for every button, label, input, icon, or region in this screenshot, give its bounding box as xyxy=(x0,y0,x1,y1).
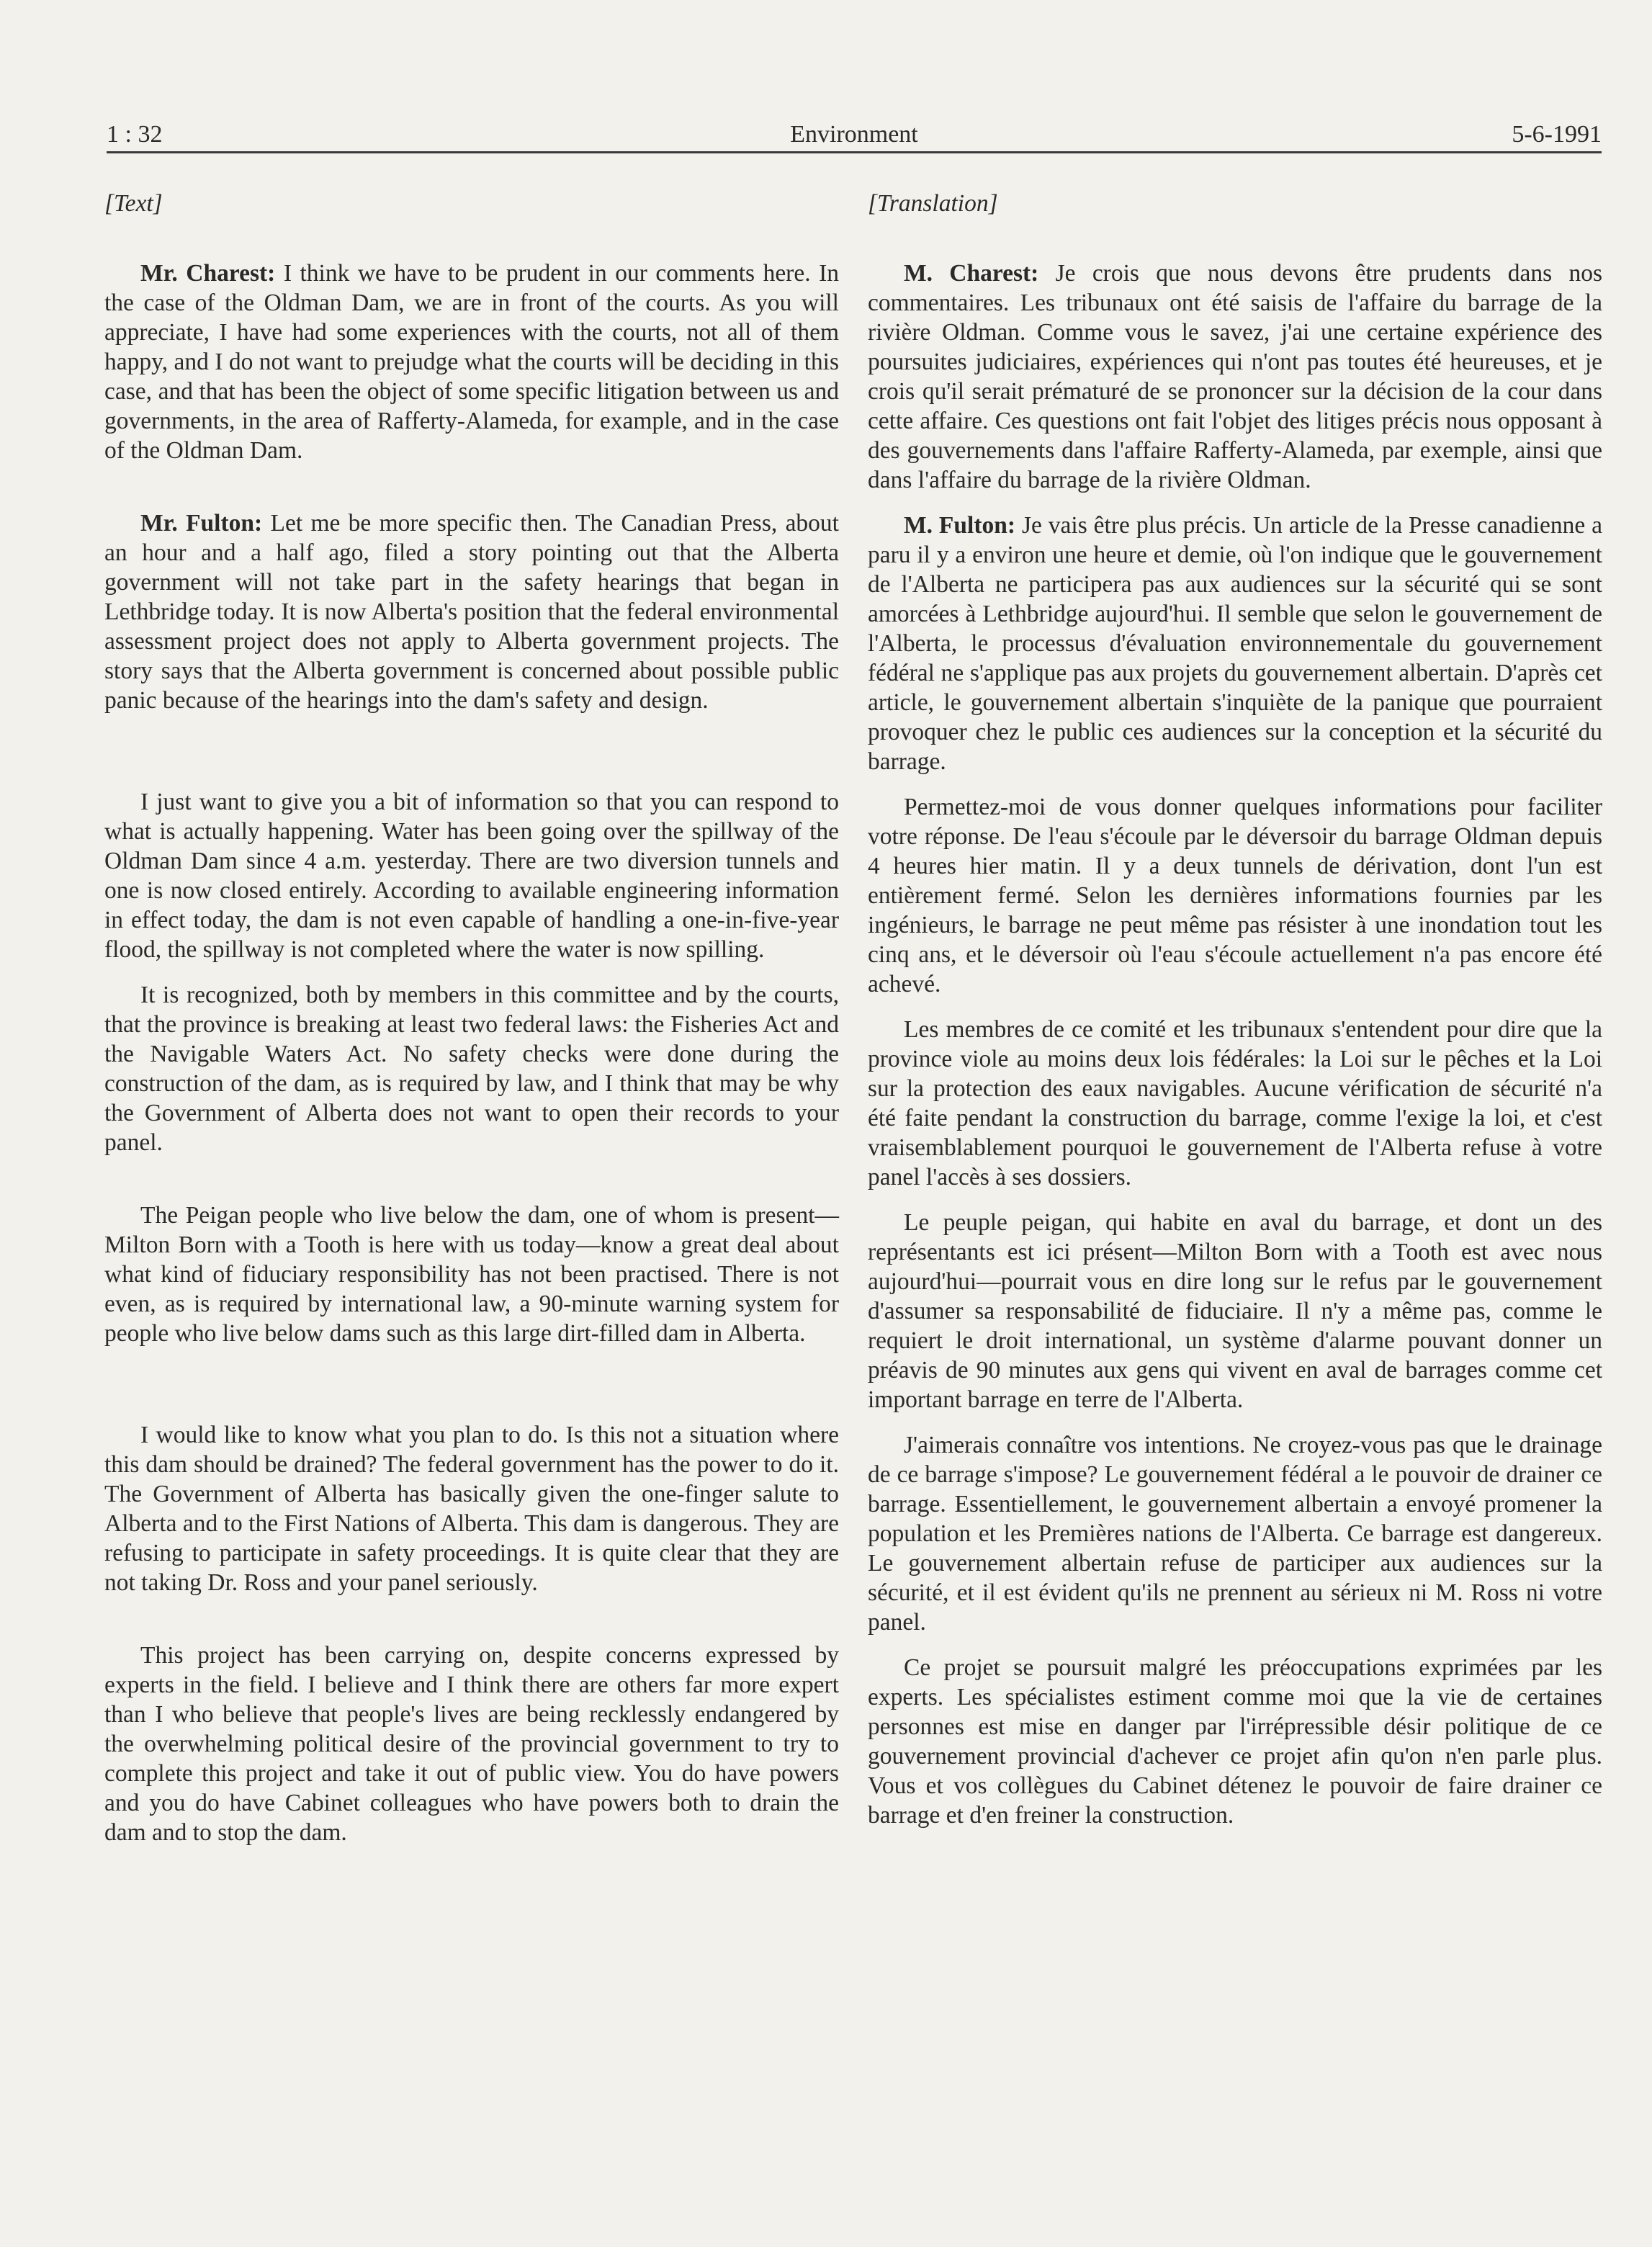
paragraph-text: Ce projet se poursuit malgré les préoccupations exprimées par les experts. Les spécialistes estiment comme moi que la vie de certaines personnes est mise en danger par l'irrépressible désir politique de ce gouvernement provincial d'achever ce projet afin qu'on n'en parle plus. Vous et vos collègues du Cabinet détenez le pouvoir de faire drainer ce barrage et d'en freiner la construction. xyxy=(868,1654,1602,1829)
paragraph xyxy=(104,787,839,964)
french-column xyxy=(868,189,1602,1863)
paragraph-text: This project has been carrying on, despite concerns expressed by experts in the field. I believe and I think there are others far more expert than I who believe that people's lives are being recklessly endangered by the overwhelming political desire of the provincial government to try to complete this project and take it out of public view. You do have powers and you do have Cabinet colleagues who have powers both to drain the dam and to stop the dam. xyxy=(104,1642,839,1846)
paragraph-text: Permettez-moi de vous donner quelques informations pour faciliter votre réponse. De l'eau s'écoule par le déversoir du barrage Oldman depuis 4 heures hier matin. Il y a deux tunnels de dérivation, dont l'un est entièrement fermé. Selon les dernières informations fournies par les ingénieurs, le barrage ne peut même pas résister à une inondation tout les cinq ans, et le déversoir où l'eau s'écoule actuellement n'a pas encore été achevé. xyxy=(868,794,1602,997)
paragraph-text: It is recognized, both by members in this committee and by the courts, that the province is breaking at least two federal laws: the Fisheries Act and the Navigable Waters Act. No safety checks were done during the construction of the dam, as is required by law, and I think that may be why the Government of Alberta does not want to open their records to your panel. xyxy=(104,982,839,1156)
paragraph-text: Le peuple peigan, qui habite en aval du barrage, et dont un des représentants est ici présent—Milton Born with a Tooth est avec nous aujourd'hui—pourrait vous en dire long sur le refus par le gouvernement d'assumer sa responsabilité de fiduciaire. Il n'y a même pas, comme le requiert le droit international, un système d'alarme pouvant donner un préavis de 90 minutes aux gens qui vivent en aval de barrages comme cet important barrage en terre de l'Alberta. xyxy=(868,1209,1602,1413)
speaker-name: Mr. Fulton: xyxy=(140,510,263,537)
paragraph-text: The Peigan people who live below the dam, one of whom is present—Milton Born with a Tooth is here with us today—know a great deal about what kind of fiduciary responsibility has not been practised. There is not even, as is required by international law, a 90-minute warning system for people who live below dams such as this large dirt-filled dam in Alberta. xyxy=(104,1202,839,1347)
paragraph-text: J'aimerais connaître vos intentions. Ne croyez-vous pas que le drainage de ce barrage s'impose? Le gouvernement fédéral a le pouvoir de drainer ce barrage. Essentiellement, le gouvernement albertain a envoyé promener la population et les Premières nations de l'Alberta. Ce barrage est dangereux. Le gouvernement albertain refuse de participer aux audiences sur la sécurité, et il est évident qu'ils ne prennent au sérieux ni M. Ross ni votre panel. xyxy=(868,1432,1602,1636)
paragraph xyxy=(868,1015,1602,1192)
running-title: Environment xyxy=(790,121,918,148)
paragraph-text: Les membres de ce comité et les tribunaux s'entendent pour dire que la province viole au moins deux lois fédérales: la Loi sur le pêches et la Loi sur la protection des eaux navigables. Aucune vérification de sécurité n'a été faite pendant la construction du barrage, comme l'exige la loi, et c'est vraisemblablement pourquoi le gouvernement de l'Alberta refuse à votre panel l'accès à ses dossiers. xyxy=(868,1016,1602,1190)
paragraph-text: Je vais être plus précis. Un article de la Presse canadienne a paru il y a environ une heure et demie, où l'on indique que le gouvernement de l'Alberta ne participera pas aux audiences sur la sécurité qui se sont amorcées à Lethbridge aujourd'hui. Il semble que selon le gouvernement de l'Alberta, le processus d'évaluation environnementale du gouvernement fédéral ne s'applique pas aux projets du gouvernement albertain. D'après cet article, le gouvernement albertain s'inquiète de la panique que pourraient provoquer chez le public ces audiences sur la conception et la sécurité du barrage. xyxy=(868,512,1602,775)
paragraph xyxy=(868,1430,1602,1637)
paragraph xyxy=(104,1641,839,1847)
page-number: 1 : 32 xyxy=(107,121,163,148)
two-column-body xyxy=(104,189,1602,1863)
paragraph-text: I just want to give you a bit of information so that you can respond to what is actually happening. Water has been going over the spillway of the Oldman Dam since 4 a.m. yesterday. There are two diversion tunnels and one is now closed entirely. According to available engineering information in effect today, the dam is not even capable of handling a one-in-five-year flood, the spillway is not completed where the water is now spilling. xyxy=(104,789,839,963)
paragraph xyxy=(868,1208,1602,1414)
page-date: 5-6-1991 xyxy=(1512,121,1602,148)
paragraph-text: Let me be more specific then. The Canadian Press, about an hour and a half ago, filed a story pointing out that the Alberta government will not take part in the safety hearings that began in Lethbridge today. It is now Alberta's position that the federal environmental assessment project does not apply to Alberta government projects. The story says that the Alberta government is concerned about possible public panic because of the hearings into the dam's safety and design. xyxy=(104,510,839,714)
paragraph-text: I would like to know what you plan to do. Is this not a situation where this dam should be drained? The federal government has the power to do it. The Government of Alberta has basically given the one-finger salute to Alberta and to the First Nations of Alberta. This dam is dangerous. They are refusing to participate in safety proceedings. It is quite clear that they are not taking Dr. Ross and your panel seriously. xyxy=(104,1422,839,1596)
paragraph-text: Je crois que nous devons être prudents dans nos commentaires. Les tribunaux ont été saisis de l'affaire du barrage de la rivière Oldman. Comme vous le savez, j'ai une certaine expérience des poursuites judiciaires, expériences qui n'ont pas toutes été heureuses, et je crois qu'il serait prématuré de se prononcer sur la décision de la cour dans cette affaire. Ces questions ont fait l'objet des litiges précis nous opposant à des gouvernements dans l'affaire Rafferty-Alameda, par exemple, ainsi que dans l'affaire du barrage de la rivière Oldman. xyxy=(868,260,1602,493)
paragraph xyxy=(104,980,839,1157)
paragraph xyxy=(104,259,839,465)
page-header xyxy=(107,108,1602,153)
speaker-name: M. Fulton: xyxy=(904,512,1016,539)
paragraph xyxy=(104,1201,839,1348)
paragraph xyxy=(104,1420,839,1597)
paragraph xyxy=(868,792,1602,999)
paragraph xyxy=(868,1653,1602,1830)
english-column xyxy=(104,189,839,1863)
column-label-translation: [Translation] xyxy=(868,190,998,217)
speaker-name: M. Charest: xyxy=(904,260,1039,287)
speaker-name: Mr. Charest: xyxy=(140,260,276,287)
paragraph xyxy=(868,511,1602,776)
paragraph xyxy=(104,508,839,715)
paragraph xyxy=(868,259,1602,495)
paragraph-text: I think we have to be prudent in our comments here. In the case of the Oldman Dam, we are in front of the courts. As you will appreciate, I have had some experiences with the courts, not all of them happy, and I do not want to prejudge what the courts will be deciding in this case, and that has been the object of some specific litigation between us and governments, in the area of Rafferty-Alameda, for example, and in the case of the Oldman Dam. xyxy=(104,260,839,464)
column-label-text: [Text] xyxy=(104,190,163,217)
